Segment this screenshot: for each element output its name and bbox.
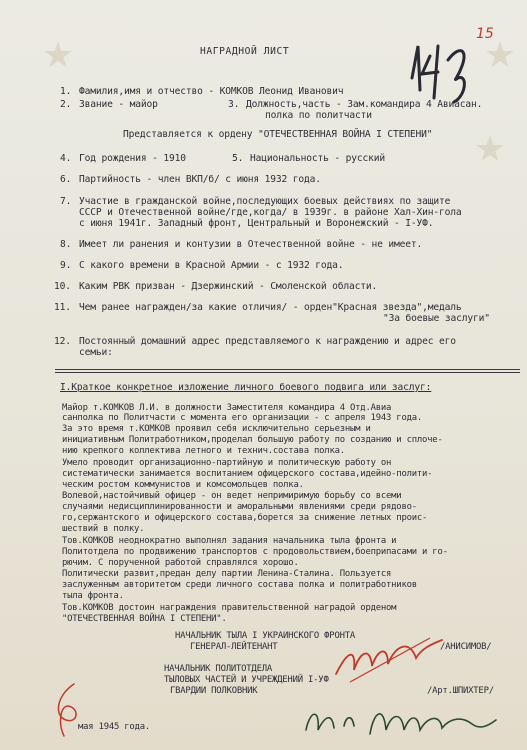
signatory-1-name: /АНИСИМОВ/ xyxy=(440,642,492,652)
field-10-text: Каким РВК призван - Дзержинский - Смоленской области. xyxy=(79,281,378,292)
field-6-num: 6. xyxy=(60,174,72,185)
body-line: ческим ростом коммунистов и комсомольцев полка. xyxy=(62,480,304,490)
body-line: шествий в полку. xyxy=(62,524,145,534)
document-title: НАГРАДНОЙ ЛИСТ xyxy=(200,46,290,57)
section-title: I.Краткое конкретное изложение личного боевого подвига или заслуг: xyxy=(60,382,432,393)
watermark-star-icon: ★ xyxy=(41,35,75,76)
order-nomination: Представляется к ордену "ОТЕЧЕСТВЕННАЯ ВОЙНА I СТЕПЕНИ" xyxy=(123,129,433,140)
signatory-2-rank: ГВАРДИИ ПОЛКОВНИК xyxy=(170,686,258,696)
body-line: Тов.КОМКОВ неоднократно выполнял задания начальника тыла фронта и xyxy=(62,536,397,546)
watermark-star-icon: ★ xyxy=(473,129,507,170)
body-line: Тов.КОМКОВ достоин награждения правительственной наградой орденом xyxy=(62,603,397,613)
field-1-num: 1. xyxy=(60,86,72,97)
signatory-1-rank: ГЕНЕРАЛ-ЛЕЙТЕНАНТ xyxy=(190,642,278,652)
body-line: систематически занимается воспитанием офицерского состава,идейно-полити- xyxy=(62,469,433,479)
body-line: инициативным Политработником,проделал большую работу по созданию и сплоче- xyxy=(62,435,443,445)
field-3-text: Должность,часть - Зам.командира 4 Авиасан. xyxy=(246,99,483,110)
field-4-num: 4. xyxy=(60,153,72,164)
field-7-num: 7. xyxy=(60,196,72,207)
field-7-text-cont: СССР и Отечественной войне/где,когда/ в 1939г. в районе Хал-Хин-гола xyxy=(79,207,462,218)
body-line: Политотдела по продвижению транспортов с продовольствием,боеприпасами и го- xyxy=(62,547,448,557)
red-pencil-mark xyxy=(48,680,88,744)
field-11-text-cont: "За боевые заслуги" xyxy=(383,313,490,324)
body-line: го,сержантского и офицерского состава,борется за снижение летных проис- xyxy=(62,513,428,523)
watermark-star-icon: ★ xyxy=(483,35,517,76)
archive-sheet-number: 15 xyxy=(476,26,494,42)
field-7-text-cont2: с июня 1941г. Западный фронт, Центральный и Воронежский - I-УФ. xyxy=(79,218,434,229)
body-line: санполка по Политчасти с момента его организации - с апреля 1943 года. xyxy=(62,413,423,423)
red-signature-mark xyxy=(330,630,450,694)
field-1-text: Фамилия,имя и отчество - КОМКОВ Леонид Иванович xyxy=(79,86,344,97)
body-line: Политически развит,предан делу партии Ленина-Сталина. Пользуется xyxy=(62,569,392,579)
field-12-num: 12. xyxy=(54,336,71,347)
field-8-text: Имеет ли ранения и контузии в Отечественной войне - не имеет. xyxy=(79,239,423,250)
body-line: случаями недисциплинированности и аморальными явлениями среди рядово- xyxy=(62,502,417,512)
body-line: Майор т.КОМКОВ Л.И. в должности Заместителя командира 4 Отд.Авиа xyxy=(62,403,392,413)
field-3-text-cont: полка по политчасти xyxy=(265,110,372,121)
body-line: Волевой,настойчивый офицер - он ведет непримиримую борьбу со всеми xyxy=(62,491,402,501)
field-8-num: 8. xyxy=(60,239,72,250)
body-line: нию крепкого коллектива летного и технич.состава полка. xyxy=(62,446,345,456)
signatory-2-title: НАЧАЛЬНИК ПОЛИТОТДЕЛА xyxy=(164,664,273,674)
field-12-text: Постоянный домашний адрес представляемого к награждению и адрес его xyxy=(79,336,456,347)
field-3-num: 3. xyxy=(228,99,240,110)
signatory-2-unit: ТЫЛОВЫХ ЧАСТЕЙ И УЧРЕЖДЕНИЙ I-УФ xyxy=(164,675,329,685)
field-10-num: 10. xyxy=(54,281,71,292)
field-4-text: Год рождения - 1910 xyxy=(79,153,186,164)
field-6-text: Партийность - член ВКП/б/ с июня 1932 года. xyxy=(79,174,321,185)
field-7-text: Участие в гражданской войне,последующих боевых действиях по защите xyxy=(79,196,451,207)
field-9-num: 9. xyxy=(60,260,72,271)
field-12-text-cont: семьи: xyxy=(79,347,113,358)
body-line: рючим. С порученной работой справлялся хорошо. xyxy=(62,558,299,568)
body-line: Умело проводит организационно-партийную и политическую работу он xyxy=(62,458,392,468)
ink-signature xyxy=(300,700,500,749)
field-5-text: Национальность - русский xyxy=(250,153,386,164)
field-2-num: 2. xyxy=(60,99,72,110)
divider-line xyxy=(55,372,520,373)
field-9-text: С какого времени в Красной Армии - с 1932 года. xyxy=(79,260,344,271)
signatory-2-name: /Арт.ШПИХТЕР/ xyxy=(427,686,494,696)
body-line: тыла фронта. xyxy=(62,591,124,601)
field-11-num: 11. xyxy=(54,302,71,313)
body-line: За это время т.КОМКОВ проявил себя исключительно серьезным и xyxy=(62,424,371,434)
field-5-num: 5. xyxy=(232,153,244,164)
signatory-1-title: НАЧАЛЬНИК ТЫЛА I УКРАИНСКОГО ФРОНТА xyxy=(175,631,356,641)
body-line: "ОТЕЧЕСТВЕННАЯ ВОЙНА I СТЕПЕНИ". xyxy=(62,614,227,624)
document-date: мая 1945 года. xyxy=(78,722,151,732)
body-line: заслуженным авторитетом среди личного состава полка и политработников xyxy=(62,580,417,590)
field-2-text: Звание - майор xyxy=(79,99,158,110)
divider-line xyxy=(55,369,520,370)
field-11-text: Чем ранее награжден/за какие отличия/ - орден"Красная звезда",медаль xyxy=(79,302,462,313)
